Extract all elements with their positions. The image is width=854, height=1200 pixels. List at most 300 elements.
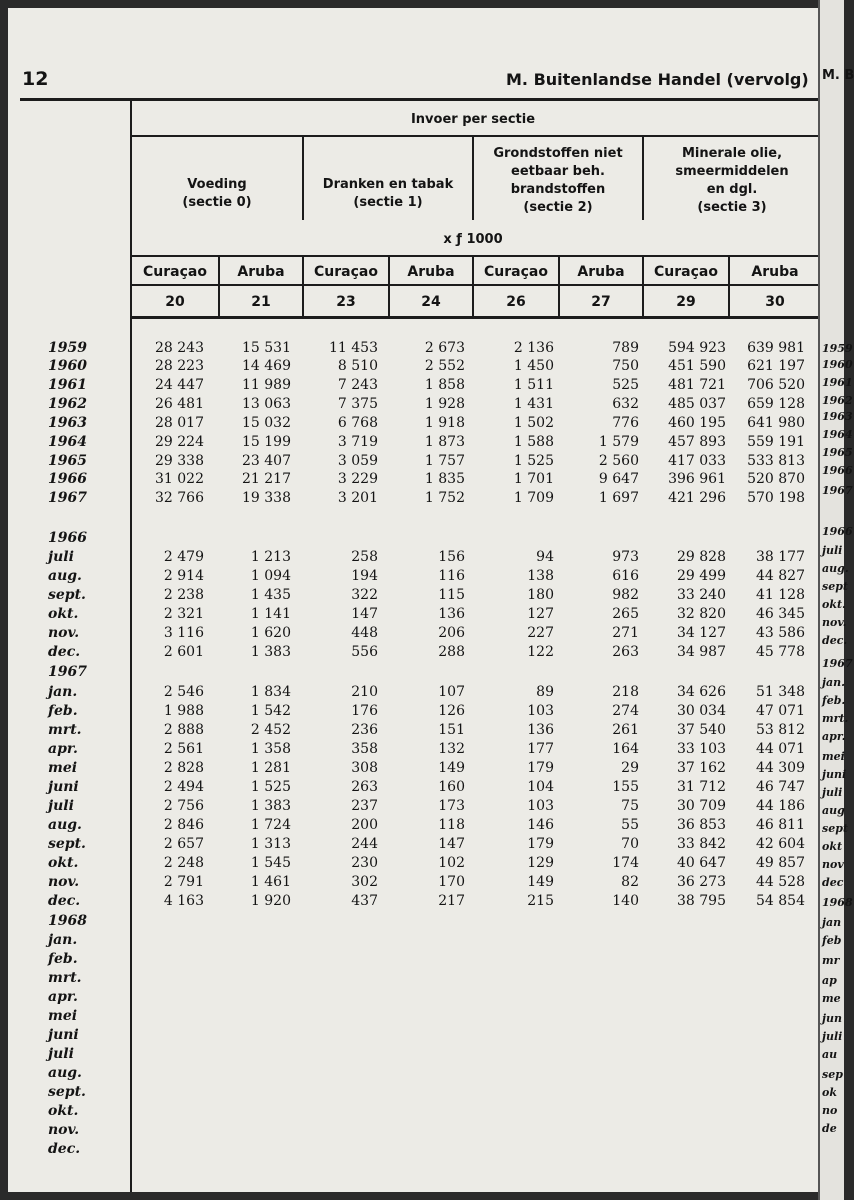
table-cell: 1 724 (250, 817, 291, 833)
table-cell: 82 (621, 874, 639, 890)
table-cell: 200 (351, 817, 378, 833)
row-label: juli (48, 798, 74, 814)
table-cell: 19 338 (242, 490, 291, 506)
table-cell: 1 988 (163, 703, 204, 719)
table-cell: 149 (438, 760, 465, 776)
next-page-row-label: dec (822, 876, 844, 889)
row-label: apr. (48, 989, 78, 1005)
table-cell: 308 (351, 760, 378, 776)
table-cell: 776 (612, 415, 639, 431)
table-cell: 136 (438, 606, 465, 622)
table-cell: 1 920 (250, 893, 291, 909)
column-name: Curaçao (143, 264, 207, 280)
table-cell: 448 (351, 625, 378, 641)
table-cell: 15 531 (242, 340, 291, 356)
table-cell: 2 552 (424, 358, 465, 374)
next-page-row-label: 1960 (822, 358, 853, 371)
column-number: 23 (336, 294, 356, 310)
table-cell: 1 928 (424, 396, 465, 412)
table-cell: 570 198 (747, 490, 805, 506)
table-cell: 9 647 (598, 471, 639, 487)
table-cell: 2 321 (163, 606, 204, 622)
table-cell: 44 071 (756, 741, 805, 757)
table-cell: 632 (612, 396, 639, 412)
row-label: feb. (48, 703, 78, 719)
table-cell: 2 494 (163, 779, 204, 795)
table-cell: 271 (612, 625, 639, 641)
table-cell: 33 842 (677, 836, 726, 852)
row-label: 1967 (48, 664, 87, 680)
table-cell: 174 (612, 855, 639, 871)
table-cell: 44 309 (756, 760, 805, 776)
table-cell: 2 657 (163, 836, 204, 852)
next-page-row-label: jan. (822, 676, 845, 689)
row-label: 1965 (48, 453, 87, 469)
row-label: dec. (48, 1141, 81, 1157)
table-cell: 24 447 (155, 377, 204, 393)
column-number: 26 (506, 294, 526, 310)
table-cell: 1 383 (250, 644, 291, 660)
row-label: dec. (48, 893, 81, 909)
table-cell: 29 828 (677, 549, 726, 565)
table-cell: 179 (527, 760, 554, 776)
table-cell: 2 846 (163, 817, 204, 833)
table-cell: 147 (438, 836, 465, 852)
next-page-row-label: mrt. (822, 712, 849, 725)
table-cell: 421 296 (668, 490, 726, 506)
table-cell: 45 778 (756, 644, 805, 660)
next-page-row-label: 1959 (822, 342, 853, 355)
table-cell: 51 348 (756, 684, 805, 700)
row-label: nov. (48, 625, 80, 641)
table-cell: 7 375 (337, 396, 378, 412)
table-cell: 156 (438, 549, 465, 565)
table-cell: 40 647 (677, 855, 726, 871)
next-page-row-label: juli (822, 1030, 843, 1043)
column-name: Aruba (751, 264, 799, 280)
table-cell: 1 141 (250, 606, 291, 622)
next-page-row-label: aug. (822, 562, 849, 575)
table-cell: 750 (612, 358, 639, 374)
table-cell: 641 980 (747, 415, 805, 431)
row-label: 1959 (48, 340, 87, 356)
next-page-row-label: okt (822, 840, 843, 853)
table-cell: 54 854 (756, 893, 805, 909)
table-cell: 41 128 (756, 587, 805, 603)
table-cell: 116 (438, 568, 465, 584)
table-cell: 31 022 (155, 471, 204, 487)
row-label: aug. (48, 568, 82, 584)
next-page-row-label: 1961 (822, 376, 853, 389)
table-cell: 525 (612, 377, 639, 393)
table-cell: 218 (612, 684, 639, 700)
table-cell: 1 213 (250, 549, 291, 565)
next-page-row-label: au (822, 1048, 838, 1061)
next-page-row-label: feb (822, 934, 842, 947)
next-page-row-label: 1962 (822, 394, 853, 407)
table-cell: 103 (527, 703, 554, 719)
table-cell: 147 (351, 606, 378, 622)
table-cell: 115 (438, 587, 465, 603)
table-cell: 70 (621, 836, 639, 852)
next-page-row-label: me (822, 992, 841, 1005)
next-page-row-label: nov. (822, 616, 847, 629)
table-cell: 29 499 (677, 568, 726, 584)
row-label: aug. (48, 817, 82, 833)
next-page-row-label: 1966 (822, 525, 853, 538)
table-cell: 265 (612, 606, 639, 622)
table-cell: 1 545 (250, 855, 291, 871)
table-cell: 194 (351, 568, 378, 584)
section-heading-line: Dranken en tabak (322, 177, 454, 192)
row-label: okt. (48, 855, 79, 871)
table-cell: 46 345 (756, 606, 805, 622)
table-cell: 33 103 (677, 741, 726, 757)
table-cell: 2 136 (513, 340, 554, 356)
next-page-row-label: jun (822, 1012, 842, 1025)
table-cell: 42 604 (756, 836, 805, 852)
table-cell: 21 217 (242, 471, 291, 487)
row-label: 1966 (48, 471, 87, 487)
table-cell: 659 128 (747, 396, 805, 412)
next-page-row-label: no (822, 1104, 838, 1117)
table-cell: 621 197 (747, 358, 805, 374)
table-cell: 29 224 (155, 434, 204, 450)
table-cell: 176 (351, 703, 378, 719)
next-page-row-label: 1964 (822, 428, 853, 441)
table-cell: 140 (612, 893, 639, 909)
table-cell: 103 (527, 798, 554, 814)
table-cell: 263 (351, 779, 378, 795)
next-page-row-label: 1965 (822, 446, 853, 459)
column-name: Curaçao (654, 264, 718, 280)
table-cell: 2 601 (163, 644, 204, 660)
next-page-row-label: ap (822, 974, 837, 987)
column-number: 30 (765, 294, 785, 310)
table-cell: 129 (527, 855, 554, 871)
table-cell: 38 177 (756, 549, 805, 565)
table-cell: 1 873 (424, 434, 465, 450)
table-cell: 11 989 (242, 377, 291, 393)
table-cell: 11 453 (329, 340, 378, 356)
row-label: 1967 (48, 490, 87, 506)
table-cell: 44 827 (756, 568, 805, 584)
column-number: 24 (421, 294, 441, 310)
next-page-row-label: feb. (822, 694, 846, 707)
table-cell: 1 383 (250, 798, 291, 814)
table-cell: 237 (351, 798, 378, 814)
table-cell: 6 768 (337, 415, 378, 431)
table-cell: 127 (527, 606, 554, 622)
table-cell: 3 116 (163, 625, 204, 641)
row-label: sept. (48, 587, 86, 603)
table-cell: 8 510 (337, 358, 378, 374)
table-cell: 102 (438, 855, 465, 871)
table-cell: 53 812 (756, 722, 805, 738)
next-page-row-label: mei (822, 750, 845, 763)
table-cell: 173 (438, 798, 465, 814)
table-cell: 38 795 (677, 893, 726, 909)
next-page-row-label: 1967 (822, 657, 853, 670)
section-heading-line: en dgl. (706, 182, 758, 197)
table-cell: 1 435 (250, 587, 291, 603)
table-cell: 47 071 (756, 703, 805, 719)
table-cell: 533 813 (747, 453, 805, 469)
row-label: nov. (48, 874, 80, 890)
table-cell: 55 (621, 817, 639, 833)
table-cell: 451 590 (668, 358, 726, 374)
table-cell: 37 162 (677, 760, 726, 776)
table-cell: 37 540 (677, 722, 726, 738)
table-cell: 104 (527, 779, 554, 795)
row-label: jan. (48, 932, 78, 948)
table-cell: 33 240 (677, 587, 726, 603)
next-page-row-label: mr (822, 954, 840, 967)
table-cell: 1 834 (250, 684, 291, 700)
table-cell: 170 (438, 874, 465, 890)
table-body (8, 8, 820, 1192)
table-cell: 559 191 (747, 434, 805, 450)
table-cell: 457 893 (668, 434, 726, 450)
section-heading-line: eetbaar beh. (511, 164, 605, 179)
row-label: mrt. (48, 722, 82, 738)
table-cell: 1 709 (513, 490, 554, 506)
table-cell: 2 828 (163, 760, 204, 776)
next-page-row-label: sep (822, 1068, 843, 1081)
row-label: 1963 (48, 415, 87, 431)
table-cell: 34 127 (677, 625, 726, 641)
table-cell: 1 542 (250, 703, 291, 719)
column-number: 29 (676, 294, 696, 310)
row-label: okt. (48, 606, 79, 622)
table-cell: 481 721 (668, 377, 726, 393)
row-label: 1964 (48, 434, 87, 450)
row-label: jan. (48, 684, 78, 700)
table-cell: 177 (527, 741, 554, 757)
row-label: apr. (48, 741, 78, 757)
table-cell: 1 502 (513, 415, 554, 431)
table-cell: 132 (438, 741, 465, 757)
next-page-row-label: nov (822, 858, 844, 871)
unit-label: x ƒ 1000 (443, 232, 503, 247)
table-cell: 1 588 (513, 434, 554, 450)
table-cell: 1 620 (250, 625, 291, 641)
table-cell: 36 273 (677, 874, 726, 890)
table-cell: 32 820 (677, 606, 726, 622)
table-cell: 982 (612, 587, 639, 603)
table-cell: 1 313 (250, 836, 291, 852)
table-cell: 302 (351, 874, 378, 890)
section-heading-line: (sectie 1) (353, 195, 423, 210)
next-page-row-label: juli (822, 544, 843, 557)
row-label: 1960 (48, 358, 87, 374)
next-page-row-label: 1967 (822, 484, 853, 497)
table-cell: 15 032 (242, 415, 291, 431)
table-cell: 594 923 (668, 340, 726, 356)
section-heading-line: smeermiddelen (675, 164, 789, 179)
table-cell: 2 238 (163, 587, 204, 603)
section-heading-line: (sectie 2) (523, 200, 593, 215)
table-cell: 1 701 (513, 471, 554, 487)
table-cell: 31 712 (677, 779, 726, 795)
next-page-row-label: de (822, 1122, 837, 1135)
table-cell: 437 (351, 893, 378, 909)
table-cell: 2 791 (163, 874, 204, 890)
row-label: juli (48, 1046, 74, 1062)
table-cell: 179 (527, 836, 554, 852)
table-cell: 1 358 (250, 741, 291, 757)
table-cell: 89 (536, 684, 554, 700)
table-cell: 7 243 (337, 377, 378, 393)
column-name: Aruba (237, 264, 285, 280)
table-cell: 2 888 (163, 722, 204, 738)
table-cell: 75 (621, 798, 639, 814)
table-cell: 261 (612, 722, 639, 738)
table-cell: 2 452 (250, 722, 291, 738)
table-cell: 164 (612, 741, 639, 757)
column-number: 20 (165, 294, 185, 310)
table-cell: 230 (351, 855, 378, 871)
table-cell: 227 (527, 625, 554, 641)
row-label: juni (48, 779, 79, 795)
row-label: nov. (48, 1122, 80, 1138)
table-cell: 215 (527, 893, 554, 909)
row-label: 1968 (48, 913, 87, 929)
table-cell: 14 469 (242, 358, 291, 374)
table-cell: 29 (621, 760, 639, 776)
table-cell: 485 037 (668, 396, 726, 412)
table-cell: 107 (438, 684, 465, 700)
table-cell: 639 981 (747, 340, 805, 356)
table-cell: 4 163 (163, 893, 204, 909)
row-label: dec. (48, 644, 81, 660)
table-cell: 29 338 (155, 453, 204, 469)
table-cell: 13 063 (242, 396, 291, 412)
table-cell: 1 858 (424, 377, 465, 393)
table-cell: 236 (351, 722, 378, 738)
table-cell: 46 811 (756, 817, 805, 833)
table-cell: 2 560 (598, 453, 639, 469)
next-page-row-label: juni (822, 768, 847, 781)
table-cell: 28 243 (155, 340, 204, 356)
table-cell: 217 (438, 893, 465, 909)
next-page-row-label: jan (822, 916, 842, 929)
table-cell: 1 525 (513, 453, 554, 469)
table-cell: 520 870 (747, 471, 805, 487)
table-cell: 322 (351, 587, 378, 603)
table-cell: 2 479 (163, 549, 204, 565)
next-page-row-label: ok (822, 1086, 837, 1099)
running-title: M. Buitenlandse Handel (vervolg) (506, 70, 809, 89)
table-cell: 28 017 (155, 415, 204, 431)
page-number: 12 (22, 68, 49, 90)
table-cell: 2 248 (163, 855, 204, 871)
table-cell: 44 528 (756, 874, 805, 890)
adjacent-page-edge (818, 0, 854, 1200)
table-cell: 122 (527, 644, 554, 660)
table-cell: 1 835 (424, 471, 465, 487)
table-cell: 149 (527, 874, 554, 890)
table-cell: 180 (527, 587, 554, 603)
table-cell: 1 450 (513, 358, 554, 374)
next-page-row-label: aug (822, 804, 845, 817)
table-cell: 36 853 (677, 817, 726, 833)
row-label: mei (48, 760, 78, 776)
table-cell: 94 (536, 549, 554, 565)
table-cell: 1 579 (598, 434, 639, 450)
row-label: juli (48, 549, 74, 565)
table-cell: 3 229 (337, 471, 378, 487)
table-cell: 206 (438, 625, 465, 641)
next-page-row-label: sept (822, 822, 848, 835)
table-cell: 23 407 (242, 453, 291, 469)
next-page-title-fragment: M. B (822, 68, 854, 83)
table-cell: 1 697 (598, 490, 639, 506)
table-cell: 3 201 (337, 490, 378, 506)
table-cell: 1 752 (424, 490, 465, 506)
table-cell: 1 461 (250, 874, 291, 890)
table-cell: 1 431 (513, 396, 554, 412)
row-label: 1962 (48, 396, 87, 412)
table-cell: 15 199 (242, 434, 291, 450)
table-cell: 2 546 (163, 684, 204, 700)
section-heading-line: Voeding (187, 177, 247, 192)
table-cell: 2 673 (424, 340, 465, 356)
column-name: Curaçao (314, 264, 378, 280)
next-page-row-label: sept (822, 580, 848, 593)
table-cell: 3 059 (337, 453, 378, 469)
table-cell: 973 (612, 549, 639, 565)
column-name: Curaçao (484, 264, 548, 280)
row-label: mei (48, 1008, 78, 1024)
table-cell: 244 (351, 836, 378, 852)
table-cell: 34 626 (677, 684, 726, 700)
table-cell: 1 281 (250, 760, 291, 776)
table-cell: 46 747 (756, 779, 805, 795)
table-cell: 44 186 (756, 798, 805, 814)
table-cell: 26 481 (155, 396, 204, 412)
row-label: sept. (48, 836, 86, 852)
next-page-row-label: 1968 (822, 896, 853, 909)
table-cell: 616 (612, 568, 639, 584)
table-cell: 1 918 (424, 415, 465, 431)
table-cell: 49 857 (756, 855, 805, 871)
table-cell: 1 511 (513, 377, 554, 393)
row-label: juni (48, 1027, 79, 1043)
table-cell: 1 094 (250, 568, 291, 584)
table-cell: 155 (612, 779, 639, 795)
table-cell: 151 (438, 722, 465, 738)
next-page-row-label: apr. (822, 730, 846, 743)
table-cell: 358 (351, 741, 378, 757)
table-cell: 706 520 (747, 377, 805, 393)
section-heading-line: Grondstoffen niet (493, 146, 623, 161)
table-cell: 1 525 (250, 779, 291, 795)
table-cell: 258 (351, 549, 378, 565)
table-cell: 30 709 (677, 798, 726, 814)
table-cell: 32 766 (155, 490, 204, 506)
table-cell: 2 561 (163, 741, 204, 757)
table-cell: 160 (438, 779, 465, 795)
table-cell: 263 (612, 644, 639, 660)
table-cell: 118 (438, 817, 465, 833)
column-number: 27 (591, 294, 611, 310)
section-heading-line: Minerale olie, (681, 146, 783, 161)
row-label: aug. (48, 1065, 82, 1081)
table-cell: 460 195 (668, 415, 726, 431)
row-label: mrt. (48, 970, 82, 986)
group-title: Invoer per sectie (410, 112, 536, 127)
